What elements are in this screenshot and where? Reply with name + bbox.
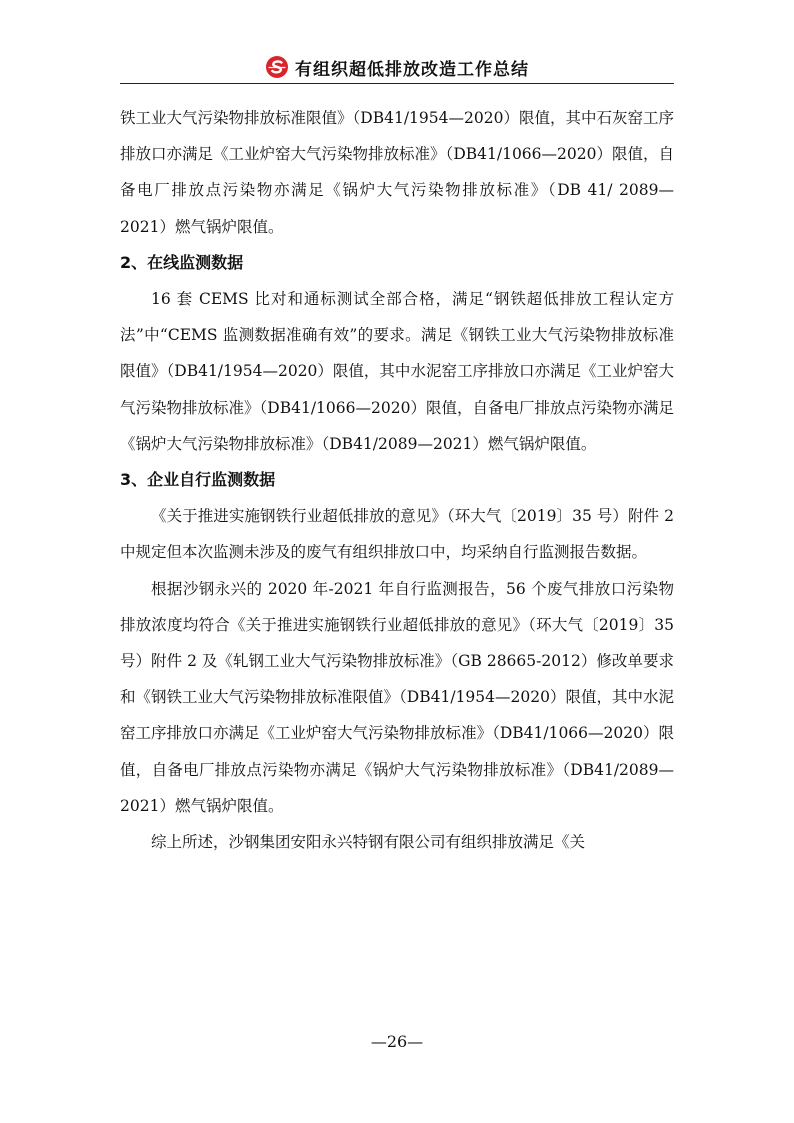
document-body (120, 100, 674, 860)
paragraph-continuation: 铁工业大气污染物排放标准限值》（DB41/1954—2020）限值，其中石灰窑工序排放口亦满足《工业炉窑大气污染物排放标准》（DB41/1066—2020）限值，自备电厂排放点污染物亦满足《锅炉大气污染物排放标准》（DB 41/ 2089—2021）燃气锅炉限值。 (120, 109, 674, 236)
paragraph-summary: 综上所述，沙钢集团安阳永兴特钢有限公司有组织排放满足《关 (151, 833, 586, 852)
page-number: —26— (370, 1032, 424, 1051)
section-heading-online-monitoring: 2、在线监测数据 (120, 252, 244, 272)
company-logo-icon (265, 55, 289, 79)
header-divider (120, 83, 674, 84)
paragraph-self-monitoring-2: 根据沙钢永兴的 2020 年-2021 年自行监测报告，56 个废气排放口污染物排放浓度均符合《关于推进实施钢铁行业超低排放的意见》（环大气〔2019〕35 号）附件 2 及《轧钢工业大气污染物排放标准》（GB 28665-2012）修改单要求和《钢铁工业大气污染物排放标准限值》（DB41/1954—2020）限值，其中水泥窑工序排放口亦满足《工业炉窑大气污染物排放标准》（DB41/1066—2020）限值，自备电厂排放点污染物亦满足《锅炉大气污染物排放标准》（DB41/2089—2021）燃气锅炉限值。 (120, 579, 674, 815)
paragraph-self-monitoring-1: 《关于推进实施钢铁行业超低排放的意见》（环大气〔2019〕35 号）附件 2 中规定但本次监测未涉及的废气有组织排放口中，均采纳自行监测报告数据。 (120, 507, 674, 562)
paragraph-online-monitoring: 16 套 CEMS 比对和通标测试全部合格，满足“钢铁超低排放工程认定方法”中“CEMS 监测数据准确有效”的要求。满足《钢铁工业大气污染物排放标准限值》（DB41/1954—2020）限值，其中水泥窑工序排放口亦满足《工业炉窑大气污染物排放标准》（DB41/1066—2020）限值，自备电厂排放点污染物亦满足《锅炉大气污染物排放标准》（DB41/2089—2021）燃气锅炉限值。 (120, 290, 674, 453)
section-heading-self-monitoring: 3、企业自行监测数据 (120, 470, 276, 490)
header-title: 有组织超低排放改造工作总结 (295, 59, 529, 80)
page-header (120, 52, 674, 82)
